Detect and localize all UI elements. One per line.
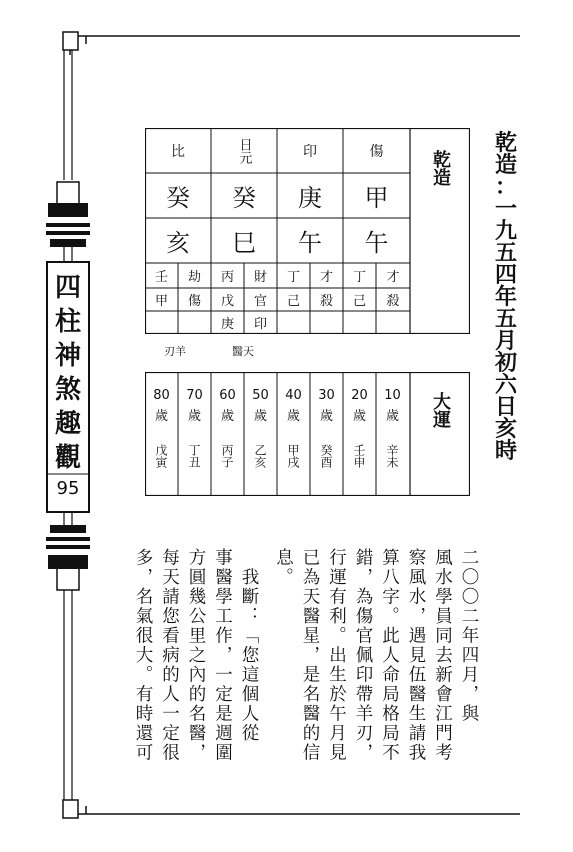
heading-char: 五 [494, 306, 517, 332]
hidden-stem: 壬 [154, 270, 168, 285]
dayun-age-unit: 歲 [253, 409, 267, 424]
side-title-char: 四 [54, 272, 81, 303]
heading-char: 亥 [494, 416, 517, 442]
body-text-column: 多，名氣很大。有時還可 [133, 548, 153, 763]
dayun-age-unit: 歲 [154, 409, 168, 424]
body-text-column: 行運有利。出生於午月見 [326, 548, 347, 763]
branch: 巳 [232, 229, 256, 257]
dayun-ganzhi: 乙亥 [253, 444, 267, 468]
star-label-yangren: 刃羊 [164, 345, 186, 358]
hidden-stem: 戊 [220, 294, 234, 309]
star-label-tianyi: 醫天 [232, 345, 254, 358]
dayun-ganzhi: 丁丑 [187, 444, 201, 468]
body-text-column: 息。 [273, 548, 294, 587]
dayun-age-unit: 歲 [385, 409, 399, 424]
dayun-age: 50 [252, 388, 269, 403]
heading-char: 時 [494, 438, 517, 464]
body-text-column: 已為天醫星，是名醫的信 [300, 548, 320, 763]
body-text-column: 二〇〇二年四月，與 [459, 548, 479, 724]
dayun-age: 40 [285, 388, 302, 403]
side-title-char: 煞 [54, 374, 81, 405]
heading-char: 年 [494, 284, 517, 310]
dayun-ganzhi: 戊寅 [154, 444, 168, 468]
body-text-column: 察風水，遇見伍醫生請我 [406, 548, 426, 763]
chart-label: 乾造 [430, 150, 451, 186]
four-pillars-chart [145, 128, 470, 334]
dayun-column [178, 372, 211, 496]
heading-char: 九 [494, 218, 517, 244]
dayun-age-unit: 歲 [220, 409, 234, 424]
chart-heading [488, 132, 524, 462]
hidden-god: 財 [253, 270, 267, 285]
dayun-column [343, 372, 376, 496]
heading-char: 月 [494, 328, 517, 354]
stem: 癸 [232, 184, 256, 212]
body-text-column: 我斷：「您這個人從 [239, 548, 259, 743]
dayun-age-unit: 歲 [286, 409, 300, 424]
dayun-column [211, 372, 244, 496]
heading-char: 四 [494, 262, 517, 288]
branch: 午 [298, 229, 322, 257]
dayun-column [277, 372, 310, 496]
dayun-age: 10 [384, 388, 401, 403]
side-title-char: 神 [54, 340, 81, 371]
ten-god-label: 日元 [236, 137, 252, 164]
dayun-age: 70 [186, 388, 203, 403]
heading-char: 造 [494, 152, 517, 178]
stem: 甲 [364, 184, 389, 212]
heading-char: 乾 [494, 130, 517, 156]
side-title-char: 趣 [54, 408, 81, 439]
body-text [108, 548, 482, 808]
ten-god-label: 比 [171, 143, 185, 160]
hidden-god: 印 [253, 317, 267, 332]
stem: 庚 [298, 184, 322, 212]
dayun-column [310, 372, 343, 496]
hidden-god: 傷 [187, 294, 201, 309]
dayun-column [145, 372, 178, 496]
stem: 癸 [166, 184, 190, 212]
hidden-stem: 甲 [154, 294, 168, 309]
dayun-column [376, 372, 409, 496]
branch: 亥 [166, 229, 190, 257]
hidden-stem: 丁 [352, 270, 366, 285]
dayun-ganzhi: 甲戌 [286, 444, 300, 468]
body-text-column: 方圓幾公里之內的名醫， [186, 548, 206, 763]
dayun-age: 60 [219, 388, 236, 403]
body-text-column: 算八字。此人命局格局不 [379, 548, 400, 763]
dayun-age-unit: 歲 [352, 409, 366, 424]
heading-char: ： [494, 174, 517, 200]
heading-char: 六 [494, 372, 517, 398]
heading-char: 五 [494, 240, 517, 266]
hidden-stem: 丁 [286, 270, 300, 285]
hidden-stem: 庚 [220, 317, 234, 332]
dayun-ganzhi: 壬申 [352, 444, 366, 468]
dayun-chart [145, 372, 470, 496]
ten-god-label: 傷 [369, 143, 384, 160]
side-title-char: 柱 [54, 306, 81, 337]
dayun-ganzhi: 癸酉 [319, 444, 333, 468]
body-text-column: 風水學員同去新會江門考 [432, 548, 453, 763]
dayun-age: 30 [318, 388, 335, 403]
heading-char: 一 [494, 196, 517, 222]
hidden-stem: 丙 [220, 270, 234, 285]
side-title-char: 觀 [54, 442, 81, 473]
hidden-god: 才 [319, 270, 333, 285]
branch: 午 [364, 229, 389, 257]
hidden-stem: 己 [352, 294, 366, 309]
dayun-ganzhi: 辛未 [385, 444, 399, 468]
dayun-age-unit: 歲 [319, 409, 333, 424]
heading-char: 初 [494, 350, 517, 376]
dayun-age: 80 [153, 388, 170, 403]
hidden-stem: 己 [286, 294, 300, 309]
side-title [48, 268, 88, 472]
body-text-column: 事醫學工作，一定是週圍 [212, 548, 233, 763]
ten-god-label: 印 [303, 143, 317, 160]
heading-char: 日 [494, 394, 517, 420]
hidden-god: 殺 [319, 294, 333, 309]
hidden-god: 劫 [187, 270, 201, 285]
dayun-label: 大運 [430, 392, 451, 428]
hidden-god: 官 [253, 294, 267, 309]
dayun-age: 20 [351, 388, 368, 403]
dayun-age-unit: 歲 [187, 409, 201, 424]
dayun-ganzhi: 丙子 [220, 444, 234, 468]
body-text-column: 每天請您看病的人一定很 [159, 548, 180, 763]
hidden-god: 才 [386, 270, 400, 285]
body-text-column: 錯，為傷官佩印帶羊刃， [353, 548, 373, 763]
page-number: 95 [56, 478, 80, 499]
hidden-god: 殺 [386, 294, 400, 309]
dayun-column [244, 372, 277, 496]
